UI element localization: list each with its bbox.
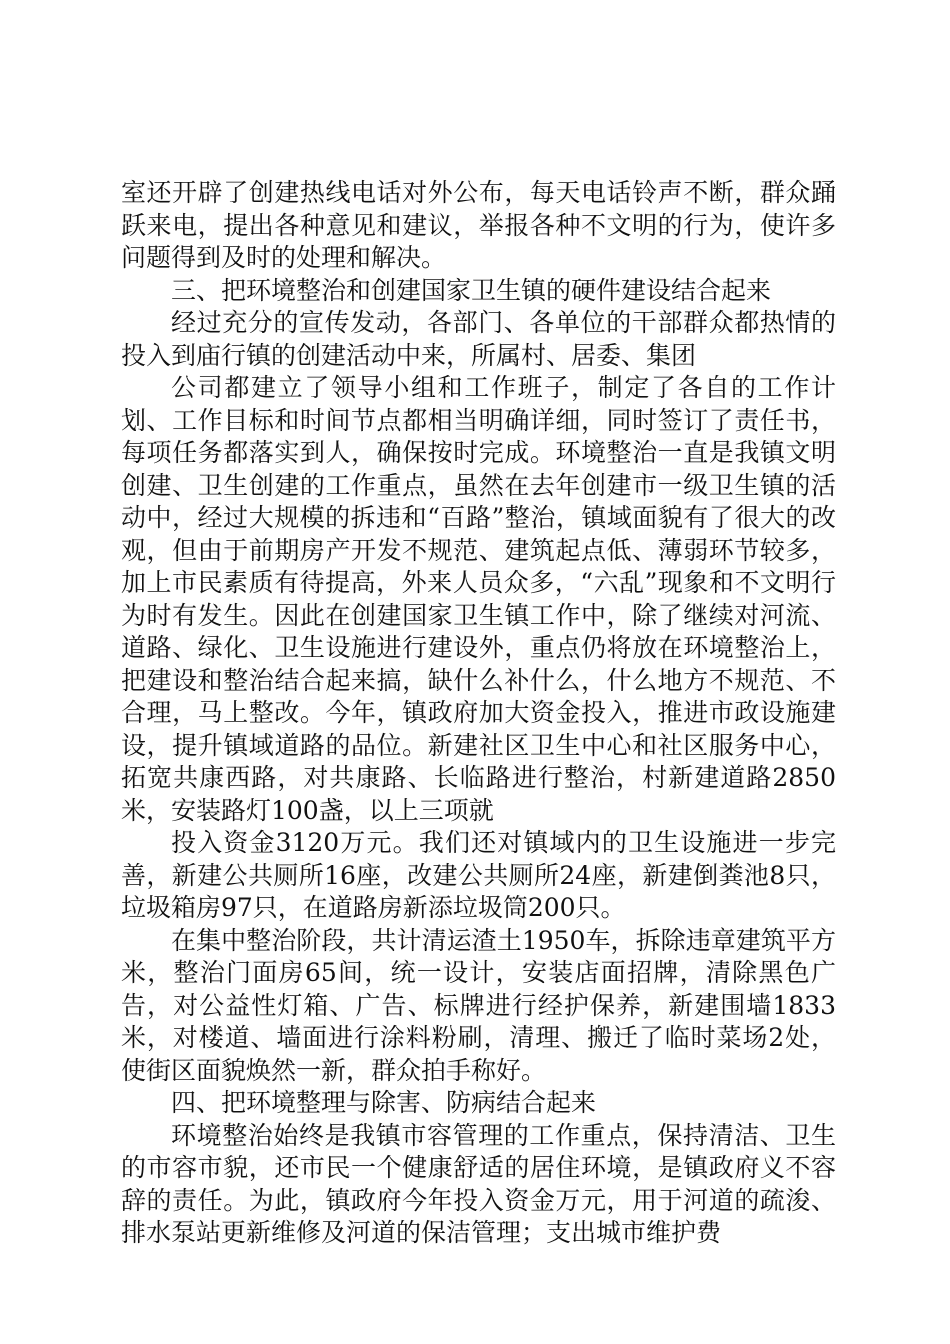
document-body — [121, 177, 836, 1250]
section-heading-4: 四、把环境整理与除害、防病结合起来 — [171, 1088, 597, 1117]
paragraph: 在集中整治阶段，共计清运渣土1950车，拆除违章建筑平方米，整治门面房65间，统一设计，安装店面招牌，清除黑色广告，对公益性灯箱、广告、标牌进行经护保养，新建围墙1833米，对楼道、墙面进行涂料粉刷，清理、搬迁了临时菜场2处，使街区面貌焕然一新，群众拍手称好。 — [121, 925, 836, 1085]
paragraph-continuation: 室还开辟了创建热线电话对外公布，每天电话铃声不断，群众踊跃来电，提出各种意见和建议，举报各种不文明的行为，使许多问题得到及时的处理和解决。 — [121, 178, 836, 272]
section-heading-3: 三、把环境整治和创建国家卫生镇的硬件建设结合起来 — [171, 275, 772, 305]
paragraph: 投入资金3120万元。我们还对镇域内的卫生设施进一步完善，新建公共厕所16座，改建公共厕所24座，新建倒粪池8只，垃圾箱房97只，在道路房新添垃圾筒200只。 — [121, 828, 836, 922]
paragraph: 公司都建立了领导小组和工作班子，制定了各自的工作计划、工作目标和时间节点都相当明确详细，同时签订了责任书，每项任务都落实到人，确保按时完成。环境整治一直是我镇文明创建、卫生创建的工作重点，虽然在去年创建市一级卫生镇的活动中，经过大规模的拆违和“百路”整治，镇域面貌有了很大的改观，但由于前期房产开发不规范、建筑起点低、薄弱环节较多，加上市民素质有待提高，外来人员众多，“六乱”现象和不文明行为时有发生。因此在创建国家卫生镇工作中，除了继续对河流、道路、绿化、卫生设施进行建设外，重点仍将放在环境整治上，把建设和整治结合起来搞，缺什么补什么，什么地方不规范、不合理，马上整改。今年，镇政府加大资金投入，推进市政设施建设，提升镇域道路的品位。新建社区卫生中心和社区服务中心，拓宽共康西路，对共康路、长临路进行整治，村新建道路2850米，安装路灯100盏，以上三项就 — [121, 373, 836, 825]
paragraph: 环境整治始终是我镇市容管理的工作重点，保持清洁、卫生的市容市貌，还市民一个健康舒适的居住环境，是镇政府义不容辞的责任。为此，镇政府今年投入资金万元，用于河道的疏浚、排水泵站更新维修及河道的保洁管理；支出城市维护费 — [121, 1120, 836, 1247]
paragraph: 经过充分的宣传发动，各部门、各单位的干部群众都热情的投入到庙行镇的创建活动中来，所属村、居委、集团 — [121, 308, 836, 370]
